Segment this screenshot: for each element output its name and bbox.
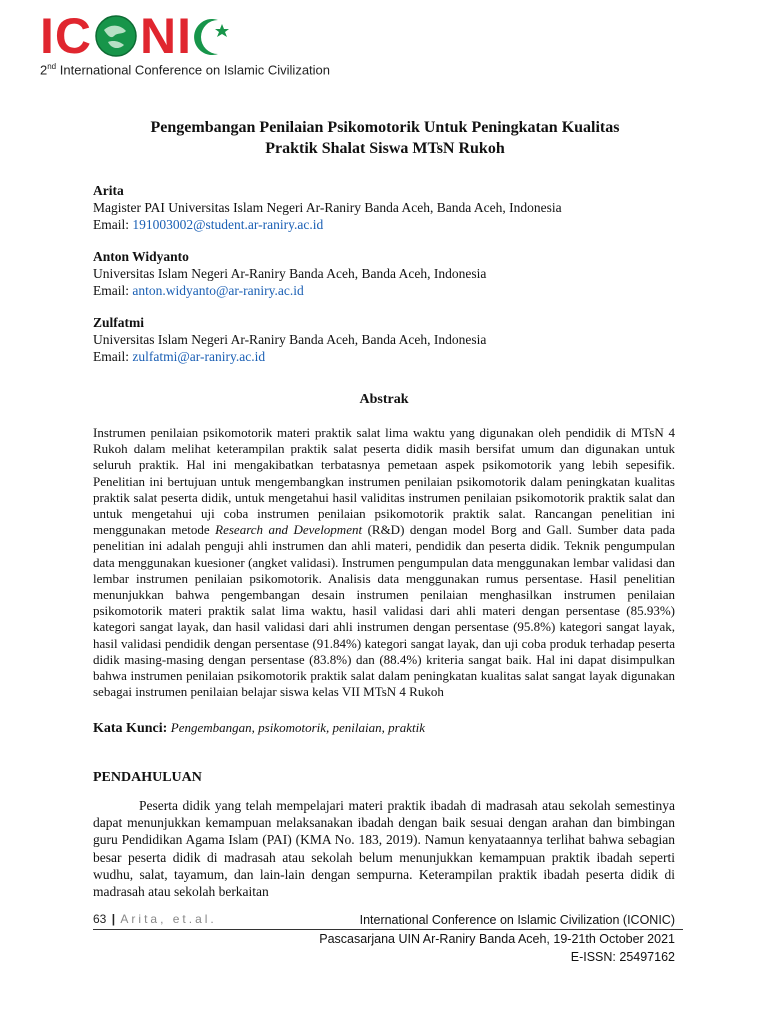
keywords xyxy=(93,720,425,737)
footer-issn: E-ISSN: 25497162 xyxy=(570,950,675,964)
author-email-link[interactable]: 191003002@student.ar-raniry.ac.id xyxy=(132,217,324,232)
logo-letter-c: C xyxy=(54,8,93,64)
page-number: 63 xyxy=(93,912,107,926)
footer-conference: International Conference on Islamic Civilization (ICONIC) xyxy=(359,913,675,927)
running-author: Arita, et.al. xyxy=(120,912,217,926)
author-block: Arita Magister PAI Universitas Islam Negeri Ar-Raniry Banda Aceh, Banda Aceh, Indonesia Email: 191003002@student.ar-raniry.ac.id xyxy=(93,182,693,233)
conference-tagline: 2nd International Conference on Islamic Civilization xyxy=(40,62,331,78)
logo-letter-i2: I xyxy=(177,8,193,64)
conference-header xyxy=(40,10,440,80)
author-block: Zulfatmi Universitas Islam Negeri Ar-Raniry Banda Aceh, Banda Aceh, Indonesia Email: zulfatmi@ar-raniry.ac.id xyxy=(93,314,693,365)
abstract-heading: Abstrak xyxy=(359,392,409,407)
author-name: Zulfatmi xyxy=(93,315,145,330)
keywords-label: Kata Kunci: xyxy=(93,721,168,736)
abstract-body: Instrumen penilaian psikomotorik materi praktik salat lima waktu yang digunakan oleh pendidik di MTsN 4 Rukoh dalam melihat keterampilan praktik salat peserta didik masih bersifat umum dan digunakan untuk seluruh praktik. Hal ini mengakibatkan terbatasnya pemetaan aspek psikomotorik yang lebih sepesifik. Penelitian ini bertujuan untuk mengembangkan instrumen penilaian psikomotorik dalam peningkatan kualitas praktik salat peserta didik, untuk mengetahui hasil validitas instrumen penilaian psikomotorik praktik salat dan untuk mengetahui uji coba instrumen penilaian psikomotorik praktik salat. Rancangan penelitian ini menggunakan metode Research and Development (R&D) dengan model Borg and Gall. Sumber data pada penelitian ini adalah penguji ahli instrumen dan ahli materi, pendidik dan peserta didik. Teknik pengumpulan data menggunakan kuesioner (angket validasi). Instrumen pengumpulan data menggunakan lembar validasi dan lembar instrumen penilaian psikomotorik. Analisis data menggunakan rumus persentase. Hasil penelitian menunjukkan bahwa pengembangan desain instrumen penilaian menghasilkan instrumen penilaian psikomotorik materi praktik salat lima waktu, hasil validasi dari ahli materi dengan persentase (85.93%) kategori sangat layak, dan hasil validasi dari ahli instrumen dengan persentase (95.8%) kategori sangat layak, hasil validasi pendidik dengan persentase (91.84%) kategori sangat layak, dan uji coba produk terhadap peserta didik masing-masing dengan persentase (83.8%) dan (88.4%) kriteria sangat baik. Hal ini dapat disimpulkan bahwa instrumen penilaian psikomotorik praktik salat dalam peningkatan kualitas salat sangat layak digunakan sebagai instrumen penilaian belajar siswa kelas VII MTsN 4 Rukoh xyxy=(93,425,676,700)
author-name: Arita xyxy=(93,183,124,198)
crescent-star-icon xyxy=(192,14,232,58)
author-email-link[interactable]: anton.widyanto@ar-raniry.ac.id xyxy=(132,283,304,298)
logo-letter-n: N xyxy=(140,8,178,64)
author-name: Anton Widyanto xyxy=(93,249,189,264)
section-heading: PENDAHULUAN xyxy=(93,770,202,785)
paper-title: Pengembangan Penilaian Psikomotorik Untuk Peningkatan Kualitas Praktik Shalat Siswa MTsN Rukoh xyxy=(150,119,620,157)
page-footer-left: 63 | Arita, et.al. xyxy=(93,912,217,926)
footer-venue: Pascasarjana UIN Ar-Raniry Banda Aceh, 19-21th October 2021 xyxy=(319,932,675,946)
author-block: Anton Widyanto Universitas Islam Negeri Ar-Raniry Banda Aceh, Banda Aceh, Indonesia Email: anton.widyanto@ar-raniry.ac.id xyxy=(93,248,693,299)
author-affiliation: Magister PAI Universitas Islam Negeri Ar-Raniry Banda Aceh, Banda Aceh, Indonesia xyxy=(93,200,562,215)
author-affiliation: Universitas Islam Negeri Ar-Raniry Banda Aceh, Banda Aceh, Indonesia xyxy=(93,266,487,281)
iconic-logo xyxy=(40,10,440,62)
footer-divider xyxy=(93,929,683,930)
keywords-value: Pengembangan, psikomotorik, penilaian, praktik xyxy=(170,720,425,735)
logo-letter-i: I xyxy=(40,8,55,64)
author-affiliation: Universitas Islam Negeri Ar-Raniry Banda Aceh, Banda Aceh, Indonesia xyxy=(93,332,487,347)
intro-paragraph: Peserta didik yang telah mempelajari materi praktik ibadah di madrasah atau sekolah semestinya dapat menunjukkan kemampuan melaksanakan ibadah dengan baik sesuai dengan arahan dan bimbingan guru Pendidikan Agama Islam (PAI) (KMA No. 183, 2019). Namun kenyataannya terlihat bahwa sebagian besar peserta didik di madrasah atau sekolah belum menunjukkan kemampuan praktik ibadah seperti wudhu, salat, tayamum, dan lain-lain dengan sempurna. Keterampilan praktik ibadah peserta didik di madrasah atau sekolah berkaitan xyxy=(93,798,675,900)
author-email-link[interactable]: zulfatmi@ar-raniry.ac.id xyxy=(132,349,266,364)
globe-icon xyxy=(94,14,138,58)
